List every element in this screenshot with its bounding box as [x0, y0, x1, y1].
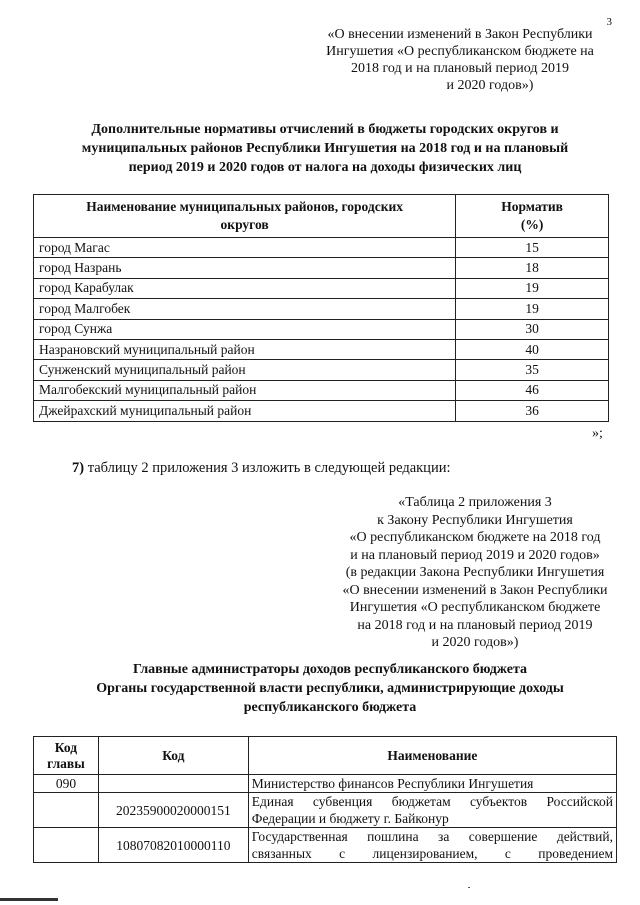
table-row: [34, 319, 609, 339]
income-code: 10807082010000110: [98, 828, 248, 863]
scan-speck: [468, 887, 470, 888]
header-note-line: «Таблица 2 приложения 3: [398, 495, 552, 510]
column-header-line: округов: [220, 217, 269, 232]
normatives-table: [33, 194, 609, 422]
income-code: 20235900020000151: [98, 793, 248, 828]
table-row: [34, 339, 609, 359]
header-note-line: на 2018 год и на плановый период 2019: [357, 617, 593, 633]
header-note-line: «О республиканском бюджете на 2018 год: [349, 530, 601, 545]
income-name-line: Федерации и бюджету г. Байконур: [251, 811, 449, 826]
table-header-row: [34, 195, 609, 238]
normative-value: 19: [456, 299, 609, 319]
income-code: [98, 775, 248, 793]
section2-title-line: республиканского бюджета: [243, 700, 417, 715]
column-header-line: Норматив: [501, 199, 563, 214]
head-code: 090: [34, 775, 99, 793]
header-note-line: и на плановый период 2019 и 2020 годов»: [350, 547, 600, 563]
district-name: город Магас: [34, 238, 456, 258]
normative-value: 40: [456, 339, 609, 359]
income-name: [248, 793, 616, 828]
column-header-line: (%): [520, 217, 544, 232]
header-note-line: 2018 год и на плановый период 2019: [351, 61, 569, 76]
paragraph-7: [72, 460, 451, 477]
header-note-line: (в редакции Закона Республики Ингушетия: [345, 565, 605, 580]
table-row: [34, 401, 609, 421]
section1-title-line: период 2019 и 2020 годов от налога на доходы физических лиц: [128, 160, 522, 175]
header-note: [300, 26, 620, 94]
table-row: [34, 380, 609, 400]
normative-value: 35: [456, 360, 609, 380]
table-header-row: [34, 737, 617, 775]
header-note-line: Ингушетия «О республиканском бюджете: [349, 600, 601, 615]
table-row: [34, 793, 617, 828]
page-number: 3: [606, 16, 612, 28]
district-name: город Сунжа: [34, 319, 456, 339]
table-row: [34, 238, 609, 258]
normative-value: 15: [456, 238, 609, 258]
header-note-line: и 2020 годов»): [446, 78, 534, 93]
section2-title-line: Главные администраторы доходов республиканского бюджета: [132, 662, 528, 677]
income-name-line: Министерство финансов Республики Ингушетия: [251, 776, 534, 791]
header-note-line: «О внесении изменений в Закон Республики: [342, 582, 608, 598]
head-code: [34, 793, 99, 828]
header-note-line: Ингушетия «О республиканском бюджете на: [326, 44, 594, 59]
section2-title: [60, 660, 600, 717]
district-name: город Малгобек: [34, 299, 456, 319]
column-header-name: [34, 195, 456, 238]
column-header-line: Код: [54, 739, 78, 755]
income-name: [248, 828, 616, 863]
normative-value: 36: [456, 401, 609, 421]
head-code: [34, 828, 99, 863]
district-name: Сунженский муниципальный район: [34, 360, 456, 380]
column-header-code: Код: [98, 737, 248, 775]
section1-title-line: Дополнительные нормативы отчислений в бюджеты городских округов и: [91, 122, 559, 137]
table-row: [34, 278, 609, 298]
table-row: [34, 360, 609, 380]
normative-value: 19: [456, 278, 609, 298]
table-row: [34, 299, 609, 319]
closing-quote: »;: [592, 426, 603, 441]
administrators-table: [33, 736, 617, 863]
normative-value: 18: [456, 258, 609, 278]
table-row: [34, 828, 617, 863]
header-note-line: к Закону Республики Ингушетия: [377, 512, 573, 528]
district-name: город Карабулак: [34, 278, 456, 298]
section1-title-line: муниципальных районов Республики Ингушетия на 2018 год и на плановый: [81, 141, 569, 156]
column-header-normative: [456, 195, 609, 238]
header-note-2: [320, 494, 630, 652]
table-row: [34, 775, 617, 793]
district-name: Назрановский муниципальный район: [34, 339, 456, 359]
district-name: Малгобекский муниципальный район: [34, 380, 456, 400]
scan-edge-mark: [0, 898, 58, 901]
table-row: [34, 258, 609, 278]
column-header-head-code: [34, 737, 99, 775]
header-note-line: и 2020 годов»): [431, 635, 519, 650]
normative-value: 46: [456, 380, 609, 400]
column-header-name: Наименование: [248, 737, 616, 775]
paragraph-text: таблицу 2 приложения 3 изложить в следующей редакции:: [84, 460, 451, 476]
income-name-line: Государственная пошлина за совершение действий,: [251, 829, 613, 844]
column-header-line: главы: [47, 755, 85, 771]
income-name-line: Единая субвенция бюджетам субъектов Российской: [251, 794, 613, 809]
section1-title: [40, 120, 610, 177]
section2-title-line: Органы государственной власти республики, администрирующие доходы: [96, 681, 564, 696]
column-header-line: Наименование муниципальных районов, городских: [86, 199, 403, 214]
paragraph-number: 7): [72, 460, 85, 476]
income-name: [248, 775, 616, 793]
district-name: город Назрань: [34, 258, 456, 278]
header-note-line: «О внесении изменений в Закон Республики: [327, 27, 593, 42]
normative-value: 30: [456, 319, 609, 339]
district-name: Джейрахский муниципальный район: [34, 401, 456, 421]
income-name-line: связанных с лицензированием, с проведением: [251, 846, 613, 861]
